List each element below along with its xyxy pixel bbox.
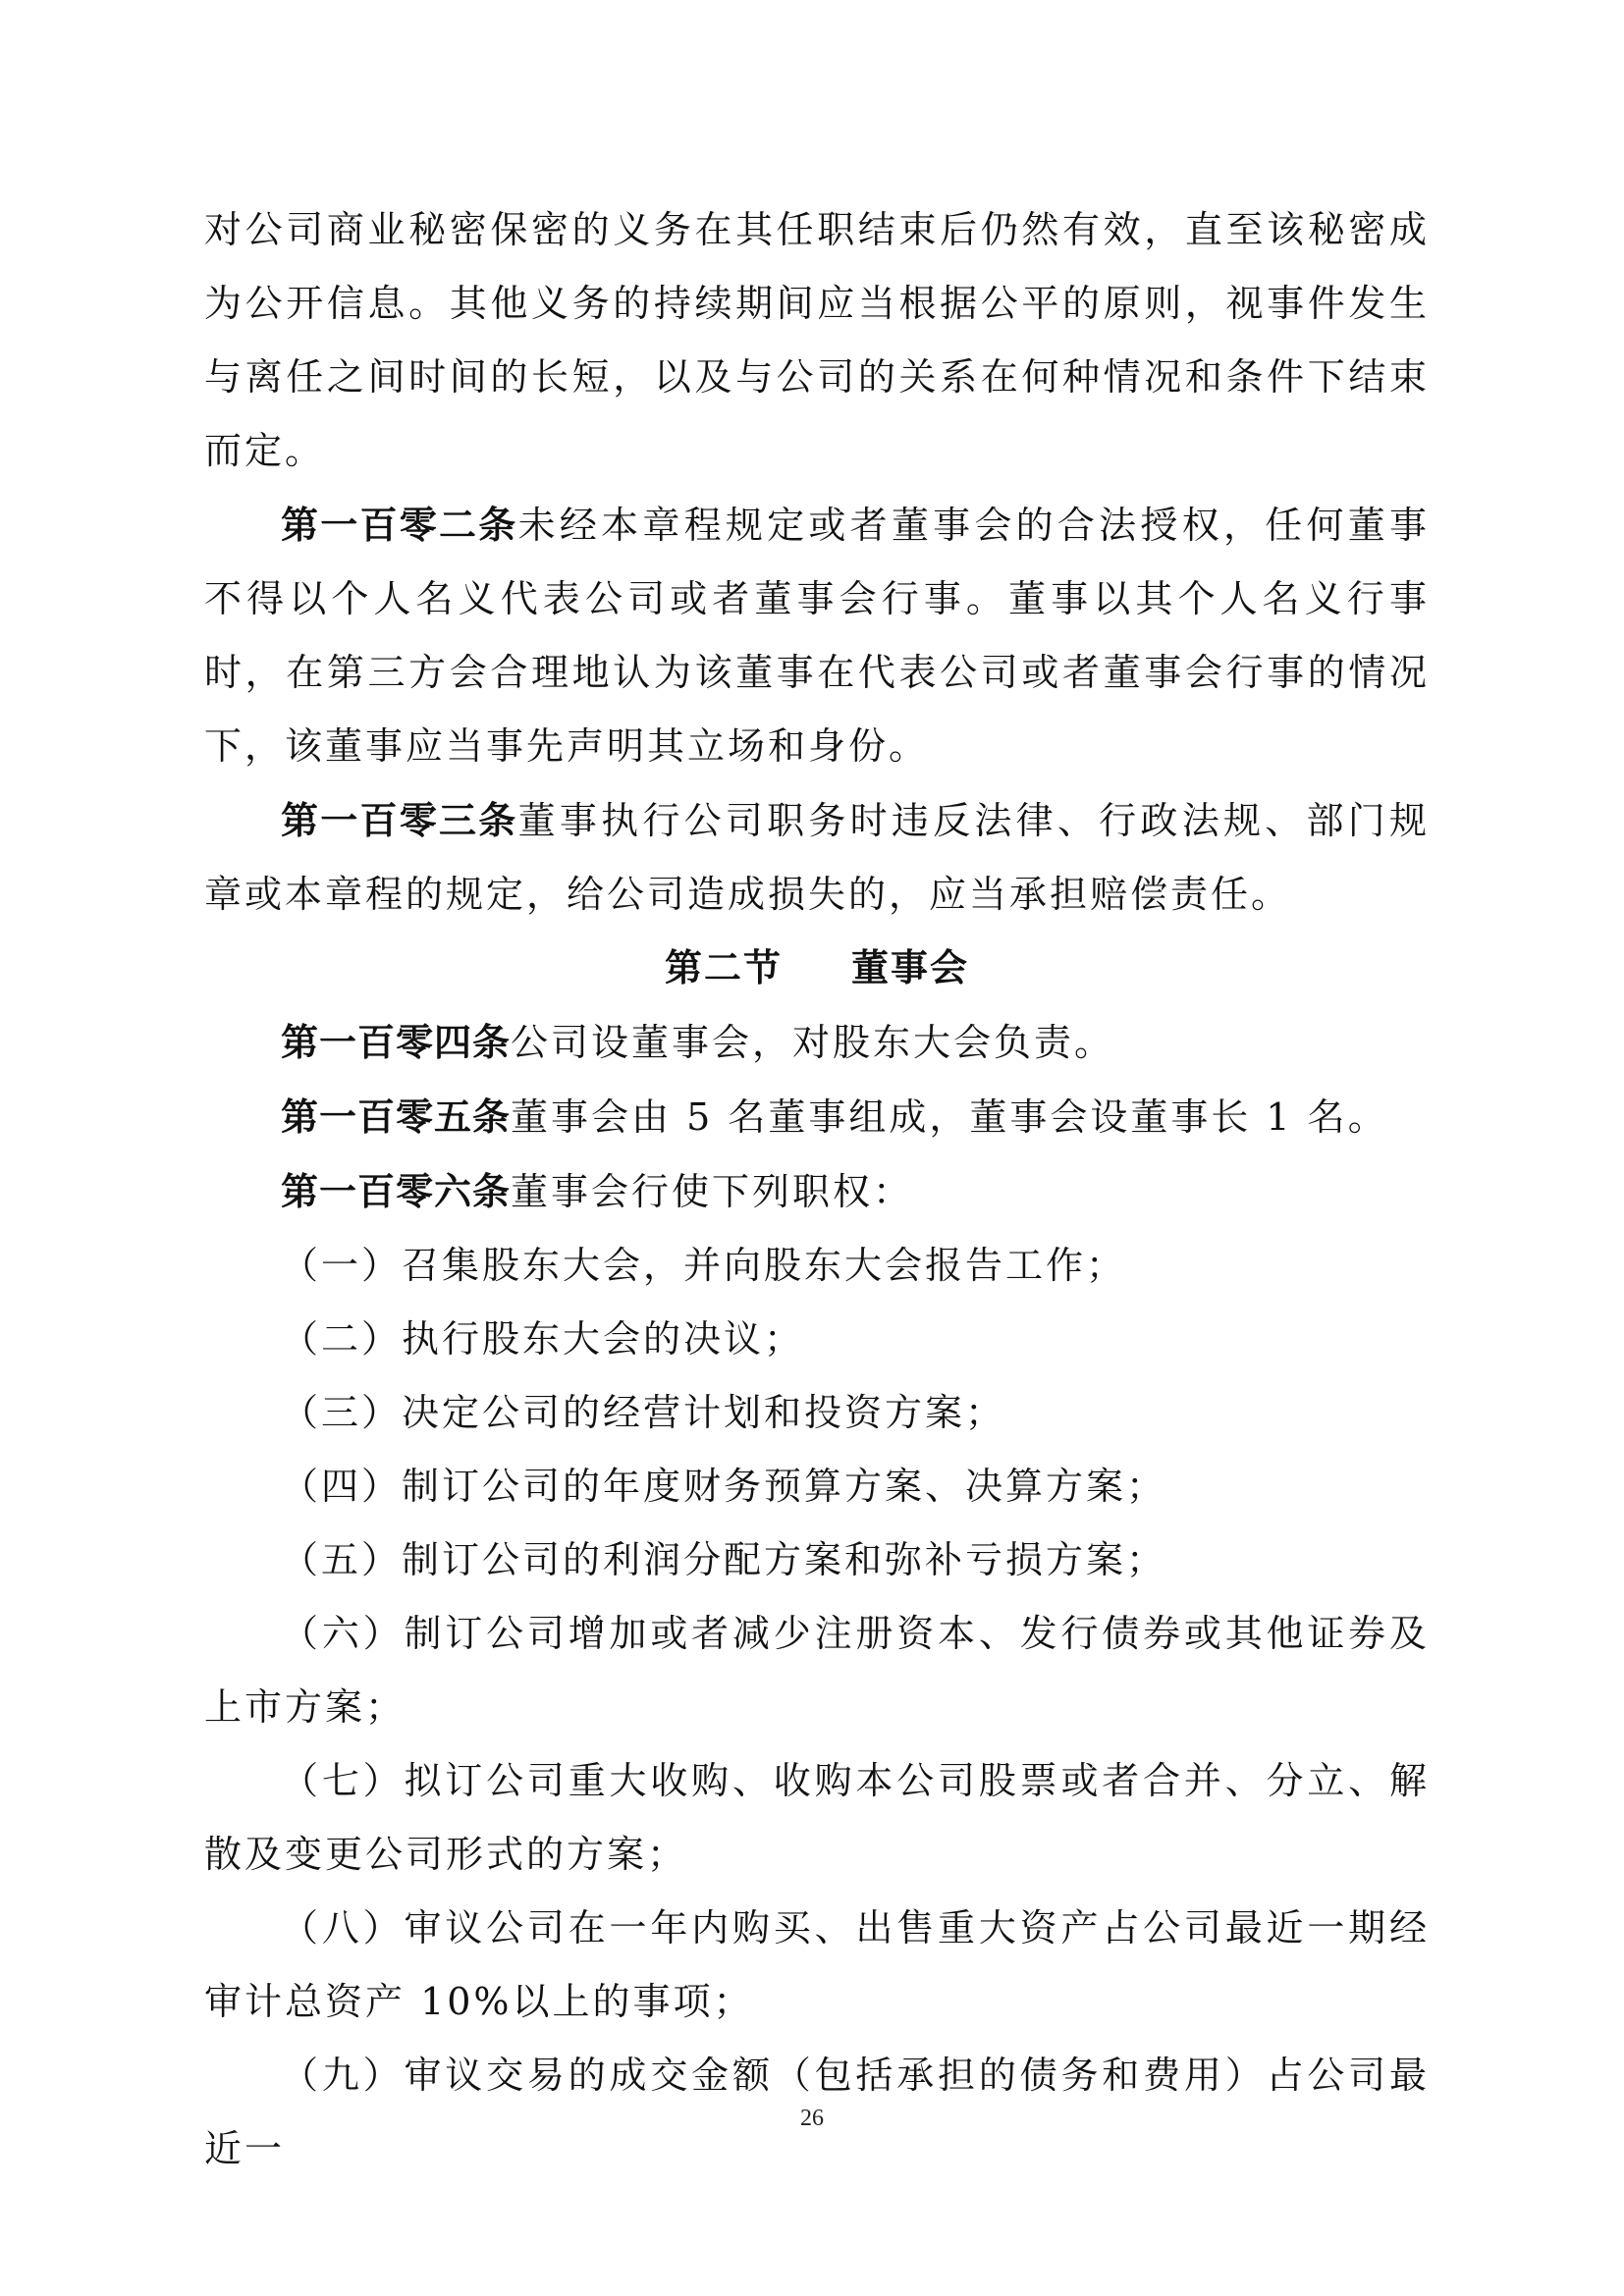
paragraph-text: 未经本章程规定或者董事会的合法授权，任何董事不得以个人名义代表公司或者董事会行事。董事以其个人名义行事时，在第三方会合理地认为该董事在代表公司或者董事会行事的情况下，该董事应当事先声明其立场和身份。 [204,504,1430,768]
list-item [204,1450,1430,1523]
list-item-text: （八）审议公司在一年内购买、出售重大资产占公司最近一期经审计总资产 10%以上的事项； [204,1906,1430,2023]
paragraph-text: 董事会由 5 名董事组成，董事会设董事长 1 名。 [511,1095,1388,1139]
article-102 [204,488,1430,783]
article-number: 第一百零六条 [281,1169,512,1213]
list-item [204,1744,1430,1892]
list-item-text: （六）制订公司增加或者减少注册资本、发行债券或其他证券及上市方案； [204,1612,1430,1729]
article-number: 第一百零二条 [281,503,518,547]
article-number: 第一百零三条 [281,798,518,842]
document-body [204,193,1430,2186]
list-item [204,1229,1430,1303]
paragraph-text: 董事会行使下列职权： [511,1170,914,1213]
list-item [204,1892,1430,2039]
list-item [204,1376,1430,1450]
list-item [204,1523,1430,1597]
list-item-text: （四）制订公司的年度财务预算方案、决算方案； [281,1465,1167,1508]
article-number: 第一百零四条 [281,1020,512,1064]
list-item [204,1303,1430,1376]
list-item-text: （五）制订公司的利润分配方案和弥补亏损方案； [281,1538,1167,1581]
list-item-text: （七）拟订公司重大收购、收购本公司股票或者合并、分立、解散及变更公司形式的方案； [204,1759,1430,1876]
section-heading [204,932,1430,1005]
section-title: 董事会 [851,946,970,989]
list-item-text: （三）决定公司的经营计划和投资方案； [281,1391,1006,1434]
list-item-text: （九）审议交易的成交金额（包括承担的债务和费用）占公司最近一 [204,2054,1430,2170]
article-106 [204,1154,1430,1229]
article-number: 第一百零五条 [281,1095,512,1139]
article-104 [204,1005,1430,1080]
paragraph-text: 公司设董事会，对股东大会负责。 [511,1021,1115,1064]
list-item-text: （一）召集股东大会，并向股东大会报告工作； [281,1244,1127,1287]
paragraph-text: 对公司商业秘密保密的义务在其任职结束后仍然有效，直至该秘密成为公开信息。其他义务的持续期间应当根据公平的原则，视事件发生与离任之间时间的长短，以及与公司的关系在何种情况和条件下结束而定。 [204,208,1430,472]
article-105 [204,1080,1430,1154]
article-103 [204,783,1430,932]
paragraph-text: 董事执行公司职务时违反法律、行政法规、部门规章或本章程的规定，给公司造成损失的，应当承担赔偿责任。 [204,799,1430,916]
list-item-text: （二）执行股东大会的决议； [281,1317,805,1361]
list-item [204,1597,1430,1744]
section-number: 第二节 [664,946,783,989]
page-number: 26 [800,2106,824,2131]
paragraph-continuation [204,193,1430,488]
